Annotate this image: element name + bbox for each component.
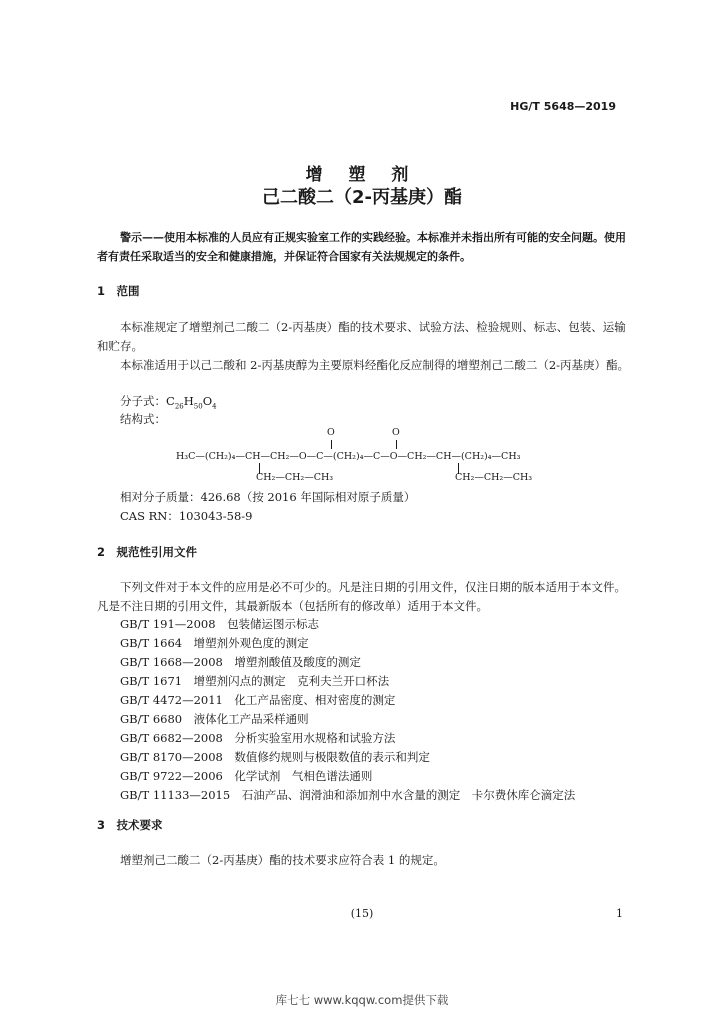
cas-number: CAS RN：103043-58-9 xyxy=(120,509,253,523)
double-bond-2 xyxy=(396,440,397,449)
reference-item: GB/T 9722—2006 化学试剂 气相色谱法通则 xyxy=(120,769,373,783)
structure-main-chain: H₃C—(CH₂)₄—CH—CH₂—O—C—(CH₂)₄—C—O—CH₂—CH—(CH₂)₄—CH₃ xyxy=(176,451,521,462)
download-watermark[interactable]: 库七七 www.kqqw.com提供下载 xyxy=(275,993,449,1007)
standard-code: HG/T 5648—2019 xyxy=(510,100,616,113)
section-1-heading: 1 范围 xyxy=(97,284,140,298)
reference-item: GB/T 6680 液体化工产品采样通则 xyxy=(120,712,309,726)
normative-intro: 下列文件对于本文件的应用是必不可少的。凡是注日期的引用文件，仅注日期的版本适用于本文件。凡是不注日期的引用文件，其最新版本（包括所有的修改单）适用于本文件。 xyxy=(97,580,626,613)
section-2-heading: 2 规范性引用文件 xyxy=(97,545,198,559)
reference-item: GB/T 8170—2008 数值修约规则与极限数值的表示和判定 xyxy=(120,750,430,764)
branch-chain-2: CH₂—CH₂—CH₃ xyxy=(455,472,533,483)
reference-item: GB/T 1671 增塑剂闪点的测定 克利夫兰开口杯法 xyxy=(120,674,390,688)
structure-label: 结构式： xyxy=(120,412,166,426)
carbonyl-oxygen-2: O xyxy=(392,427,400,438)
page-number-center: (15) xyxy=(350,907,374,920)
reference-item: GB/T 6682—2008 分析实验室用水规格和试验方法 xyxy=(120,731,396,745)
reference-item: GB/T 1664 增塑剂外观色度的测定 xyxy=(120,636,309,650)
warning-paragraph: 警示——使用本标准的人员应有正规实验室工作的实践经验。本标准并未指出所有可能的安全问题。使用者有责任采取适当的安全和健康措施，并保证符合国家有关法规规定的条件。 xyxy=(97,231,626,263)
reference-item: GB/T 11133—2015 石油产品、润滑油和添加剂中水含量的测定 卡尔费休库仑滴定法 xyxy=(120,788,576,802)
title-line-1: 增 塑 剂 xyxy=(305,165,419,185)
reference-item: GB/T 4472—2011 化工产品密度、相对密度的测定 xyxy=(120,693,396,707)
scope-paragraph-1: 本标准规定了增塑剂己二酸二（2-丙基庚）酯的技术要求、试验方法、检验规则、标志、包装、运输和贮存。 xyxy=(97,320,626,353)
reference-item: GB/T 191—2008 包装储运图示标志 xyxy=(120,617,320,631)
section-3-heading: 3 技术要求 xyxy=(97,818,163,832)
scope-paragraph-2: 本标准适用于以己二酸和 2-丙基庚醇为主要原料经酯化反应制得的增塑剂己二酸二（2-丙基庚）酯。 xyxy=(120,358,630,372)
page-number-right: 1 xyxy=(616,907,623,920)
molecular-formula: 分子式：$C_{26}H_{50}O_4$ xyxy=(120,394,217,411)
title-line-2: 己二酸二（2-丙基庚）酯 xyxy=(262,187,462,208)
carbonyl-oxygen-1: O xyxy=(327,427,335,438)
molecular-mass: 相对分子质量：426.68（按 2016 年国际相对原子质量） xyxy=(120,490,416,504)
reference-item: GB/T 1668—2008 增塑剂酸值及酸度的测定 xyxy=(120,655,361,669)
technical-requirements-paragraph: 增塑剂己二酸二（2-丙基庚）酯的技术要求应符合表 1 的规定。 xyxy=(120,853,445,867)
double-bond-1 xyxy=(331,440,332,449)
branch-chain-1: CH₂—CH₂—CH₃ xyxy=(256,472,334,483)
